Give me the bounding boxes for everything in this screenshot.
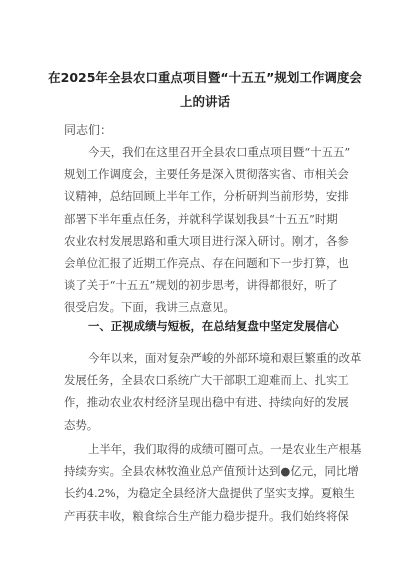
paragraph-line: 农业农村发展思路和重大项目进行深入研讨。刚才，各参 bbox=[64, 233, 349, 248]
paragraph-line: 部署下半年重点任务，并就科学谋划我县“十五五”时期 bbox=[64, 211, 338, 226]
salutation: 同志们： bbox=[64, 123, 113, 137]
paragraph-line: 作，推动农业农村经济呈现出稳中有进、持续向好的发展 bbox=[64, 395, 349, 410]
paragraph-line: 规划工作调度会，主要任务是深入贯彻落实省、市相关会 bbox=[64, 167, 349, 182]
section-heading: 一、正视成绩与短板，在总结复盘中坚定发展信心 bbox=[88, 319, 339, 333]
paragraph-achievements bbox=[64, 438, 360, 527]
title-line: 在2025年全县农口重点项目暨“十五五”规划工作调度会 bbox=[48, 70, 362, 85]
paragraph-line: 发展任务，全县农口系统广大干部职工迎难而上、扎实工 bbox=[64, 373, 349, 388]
paragraph-line: 议精神，总结回顾上半年工作，分析研判当前形势，安排 bbox=[64, 189, 349, 204]
title-line: 上的讲话 bbox=[179, 94, 230, 109]
paragraph-line: 产再获丰收，粮食综合生产能力稳步提升。我们始终将保 bbox=[64, 508, 349, 523]
paragraph-overview bbox=[64, 347, 360, 436]
paragraph-line: 会单位汇报了近期工作亮点、存在问题和下一步打算，也 bbox=[64, 256, 349, 271]
paragraph-line: 长约4.2%，为稳定全县经济大盘提供了坚实支撑。夏粮生 bbox=[64, 486, 355, 501]
paragraph-line: 今年以来，面对复杂严峻的外部环境和艰巨繁重的改革 bbox=[88, 351, 362, 365]
paragraph-line: 今天，我们在这里召开全县农口重点项目暨“十五五” bbox=[88, 145, 351, 159]
paragraph-line: 持续夯实。全县农林牧渔业总产值预计达到●亿元，同比增 bbox=[64, 464, 359, 479]
document-title bbox=[40, 66, 370, 114]
paragraph-line: 很受启发。下面，我讲三点意见。 bbox=[64, 300, 235, 315]
paragraph-line: 谈了关于“十五五”规划的初步思考，讲得都很好，听了 bbox=[64, 278, 338, 293]
paragraph-line: 态势。 bbox=[64, 417, 99, 432]
paragraph-line: 上半年，我们取得的成绩可圈可点。一是农业生产根基 bbox=[88, 442, 362, 456]
paragraph-opening bbox=[64, 141, 360, 319]
